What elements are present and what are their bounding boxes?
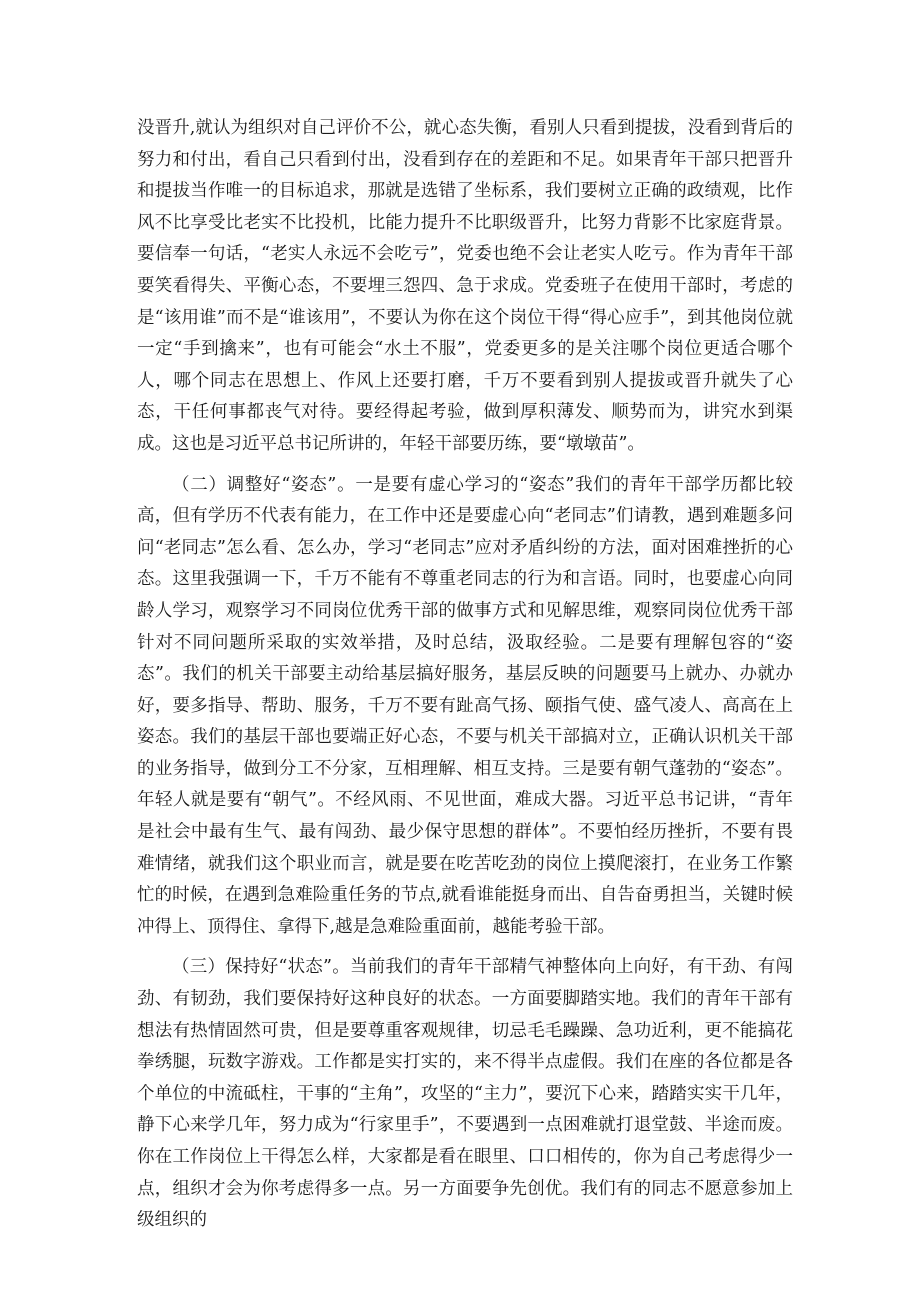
document-body xyxy=(137,113,793,1237)
paragraph-continuation: 没晋升,就认为组织对自己评价不公，就心态失衡，看别人只看到提拔，没看到背后的努力和付出，看自己只看到付出，没看到存在的差距和不足。如果青年干部只把晋升和提拔当作唯一的目标追求，那就是选错了坐标系，我们要树立正确的政绩观，比作风不比享受比老实不比投机，比能力提升不比职级晋升，比努力背影不比家庭背景。要信奉一句话，“老实人永远不会吃亏”，党委也绝不会让老实人吃亏。作为青年干部要笑看得失、平衡心态，不要埋三怨四、急于求成。党委班子在使用干部时，考虑的是“该用谁”而不是“谁该用”，不要认为你在这个岗位干得“得心应手”，到其他岗位就一定“手到擒来”，也有可能会“水土不服”，党委更多的是关注哪个岗位更适合哪个人，哪个同志在思想上、作风上还要打磨，千万不要看到别人提拔或晋升就失了心态，干任何事都丧气对待。要经得起考验，做到厚积薄发、顺势而为，讲究水到渠成。这也是习近平总书记所讲的，年轻干部要历练，要“墩墩苗”。 xyxy=(137,118,793,454)
paragraph-section-2: （二）调整好“姿态”。一是要有虚心学习的“姿态”我们的青年干部学历都比较高，但有学历不代表有能力，在工作中还是要虚心向“老同志”们请教，遇到难题多问问“老同志”怎么看、怎么办，学习“老同志”应对矛盾纠纷的方法，面对困难挫折的心态。这里我强调一下，千万不能有不尊重老同志的行为和言语。同时，也要虚心向同龄人学习，观察学习不同岗位优秀干部的做事方式和见解思维，观察同岗位优秀干部针对不同问题所采取的实效举措，及时总结，汲取经验。二是要有理解包容的“姿态”。我们的机关干部要主动给基层搞好服务，基层反映的问题要马上就办、办就办好，要多指导、帮助、服务，千万不要有趾高气扬、颐指气使、盛气凌人、高高在上姿态。我们的基层干部也要端正好心态，不要与机关干部搞对立，正确认识机关干部的业务指导，做到分工不分家，互相理解、相互支持。三是要有朝气蓬勃的“姿态”。年轻人就是要有“朝气”。不经风雨、不见世面，难成大器。习近平总书记讲，“青年是社会中最有生气、最有闯劲、最少保守思想的群体”。不要怕经历挫折，不要有畏难情绪，就我们这个职业而言，就是要在吃苦吃劲的岗位上摸爬滚打，在业务工作繁忙的时候，在遇到急难险重任务的节点,就看谁能挺身而出、自告奋勇担当，关键时候冲得上、顶得住、拿得下,越是急难险重面前，越能考验干部。 xyxy=(137,474,793,937)
paragraph-section-3: （三）保持好“状态”。当前我们的青年干部精气神整体向上向好，有干劲、有闯劲、有韧劲，我们要保持好这种良好的状态。一方面要脚踏实地。我们的青年干部有想法有热情固然可贵，但是要尊重客观规律，切忌毛毛躁躁、急功近利，更不能搞花拳绣腿，玩数字游戏。工作都是实打实的，来不得半点虚假。我们在座的各位都是各个单位的中流砥柱，干事的“主角”，攻坚的“主力”，要沉下心来，踏踏实实干几年，静下心来学几年，努力成为“行家里手”，不要遇到一点困难就打退堂鼓、半途而废。你在工作岗位上干得怎么样，大家都是看在眼里、口口相传的，你为自己考虑得少一点，组织才会为你考虑得多一点。另一方面要争先创优。我们有的同志不愿意参加上级组织的 xyxy=(137,957,793,1231)
